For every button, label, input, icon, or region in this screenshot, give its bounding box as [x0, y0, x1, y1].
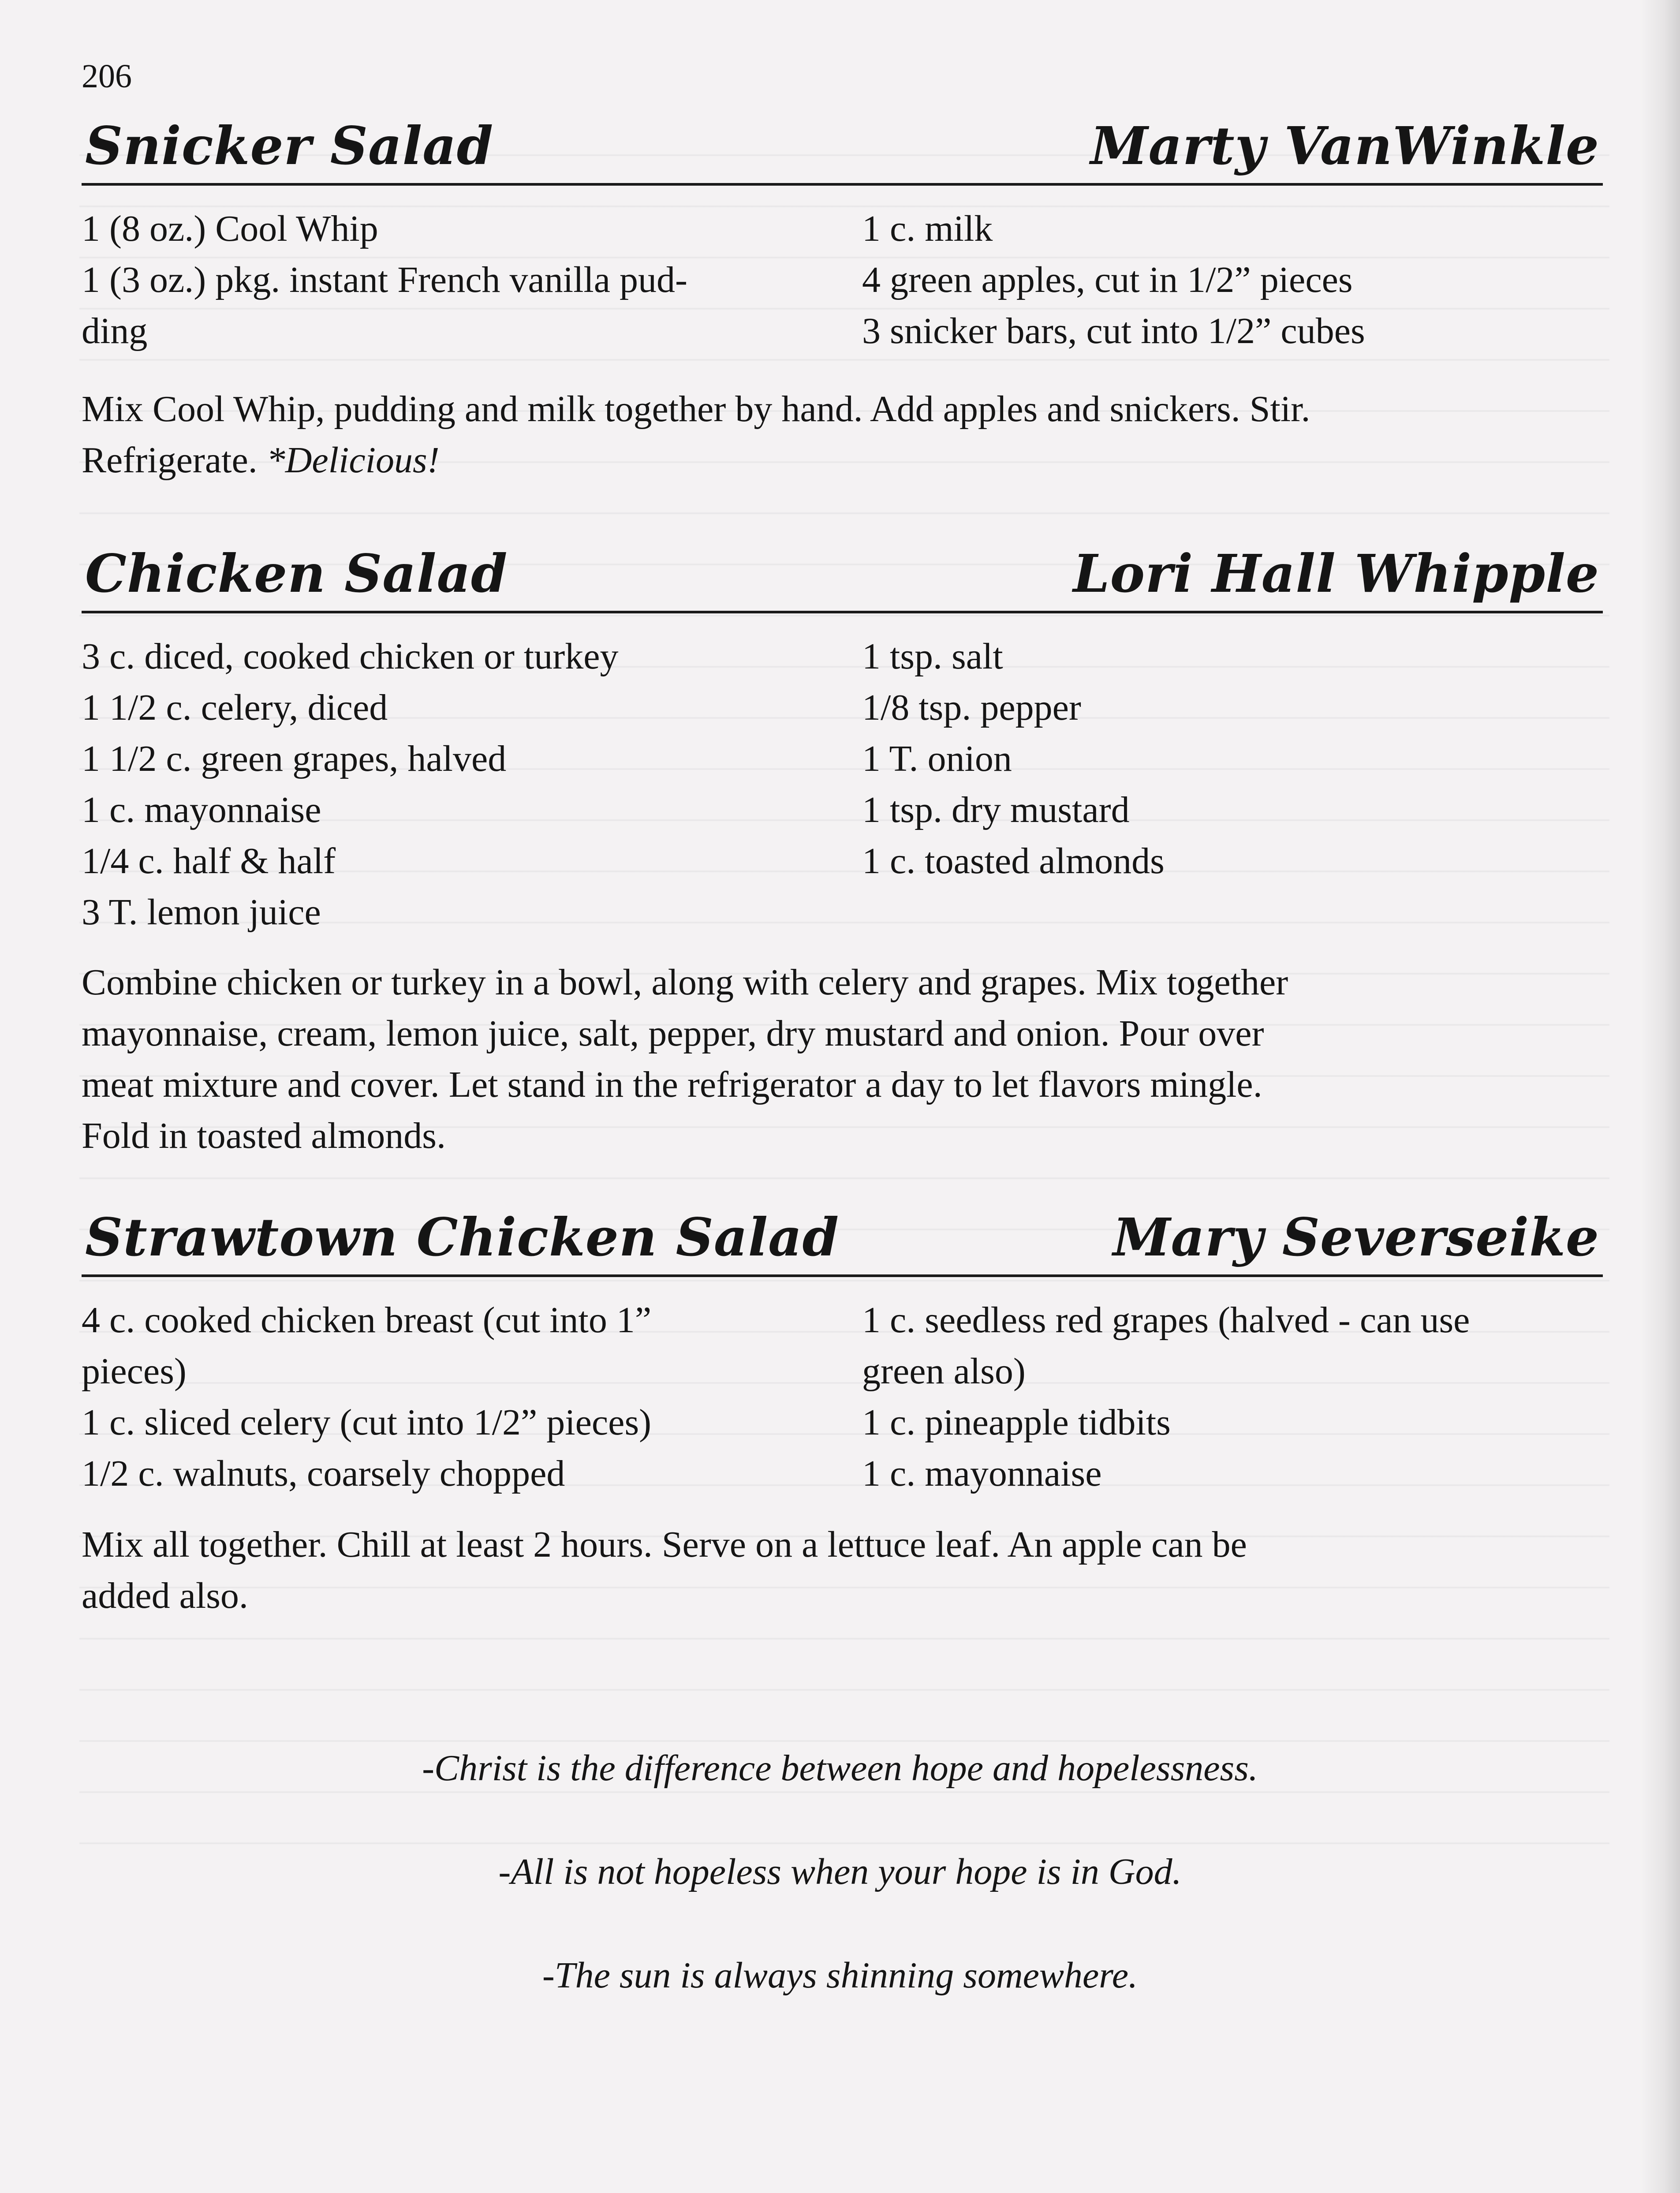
ingredient-line: 3 c. diced, cooked chicken or turkey — [82, 636, 619, 677]
ingredients-left-column — [82, 203, 840, 357]
ingredient-line: 1 c. toasted almonds — [862, 841, 1165, 882]
directions-line: Combine chicken or turkey in a bowl, along with celery and grapes. Mix together — [82, 962, 1288, 1003]
ingredient-line: 1 c. seedless red grapes (halved - can use — [862, 1300, 1470, 1341]
ingredient-line: 1 1/2 c. green grapes, halved — [82, 738, 507, 779]
quote-line: -The sun is always shinning somewhere. — [542, 1955, 1138, 1996]
ingredient-line: 1 c. mayonnaise — [82, 789, 321, 830]
recipe-author: Mary Severseike — [1113, 1207, 1599, 1268]
directions-line — [82, 435, 1603, 486]
ingredient-line: 1 c. sliced celery (cut into 1/2” pieces) — [82, 1402, 652, 1443]
directions-line: Mix Cool Whip, pudding and milk together by hand. Add apples and snickers. Stir. — [82, 389, 1310, 430]
recipe-header — [82, 534, 1603, 613]
recipe-author: Marty VanWinkle — [1090, 115, 1599, 176]
ingredients-right-column — [862, 203, 1603, 357]
directions-line: added also. — [82, 1575, 248, 1616]
ingredient-line: 1 T. onion — [862, 738, 1012, 779]
recipe-title: Strawtown Chicken Salad — [85, 1207, 840, 1268]
page-number: 206 — [82, 58, 132, 95]
ingredient-line: 1 (8 oz.) Cool Whip — [82, 208, 378, 249]
recipe-header — [82, 1197, 1603, 1277]
ingredient-line: 1/4 c. half & half — [82, 841, 336, 882]
ingredient-line: 1 c. milk — [862, 208, 993, 249]
ingredient-line: 1 1/2 c. celery, diced — [82, 687, 388, 728]
recipe-snicker-salad — [82, 106, 1603, 481]
directions-line: Mix all together. Chill at least 2 hours. Serve on a lettuce leaf. An apple can be — [82, 1524, 1247, 1565]
recipe-directions — [82, 384, 1603, 486]
ingredients-right-column — [862, 1295, 1603, 1499]
recipe-title: Chicken Salad — [85, 543, 508, 604]
ingredients-left-column — [82, 631, 840, 938]
ingredients-left-column — [82, 1295, 840, 1499]
quote-line: -All is not hopeless when your hope is in God. — [498, 1851, 1182, 1892]
ingredient-line: 3 snicker bars, cut into 1/2” cubes — [862, 310, 1365, 351]
ingredient-line: green also) — [862, 1351, 1026, 1392]
recipe-directions — [82, 1519, 1603, 1621]
directions-line: mayonnaise, cream, lemon juice, salt, pepper, dry mustard and onion. Pour over — [82, 1013, 1264, 1054]
directions-emphasis: *Delicious! — [266, 440, 440, 481]
ingredient-line: 1/8 tsp. pepper — [862, 687, 1081, 728]
ingredient-line: 4 c. cooked chicken breast (cut into 1” — [82, 1300, 652, 1341]
recipe-strawtown-chicken-salad — [82, 1197, 1603, 1616]
ingredient-line: ding — [82, 310, 148, 351]
directions-line: meat mixture and cover. Let stand in the refrigerator a day to let flavors mingle. — [82, 1064, 1262, 1105]
quote-line: -Christ is the difference between hope and hopelessness. — [422, 1748, 1258, 1789]
ingredient-line: 3 T. lemon juice — [82, 892, 321, 933]
ingredients-right-column — [862, 631, 1603, 887]
ingredient-line: 4 green apples, cut in 1/2” pieces — [862, 259, 1353, 300]
recipe-title: Snicker Salad — [85, 115, 494, 176]
recipe-header — [82, 106, 1603, 186]
ingredient-line: 1 c. pineapple tidbits — [862, 1402, 1171, 1443]
ingredient-line: pieces) — [82, 1351, 187, 1392]
ingredient-line: 1 c. mayonnaise — [862, 1453, 1102, 1494]
ingredient-line: 1/2 c. walnuts, coarsely chopped — [82, 1453, 565, 1494]
ingredient-line: 1 (3 oz.) pkg. instant French vanilla pud- — [82, 259, 688, 300]
ingredient-line: 1 tsp. salt — [862, 636, 1003, 677]
recipe-chicken-salad — [82, 534, 1603, 1156]
ingredient-line: 1 tsp. dry mustard — [862, 789, 1130, 830]
directions-line: Fold in toasted almonds. — [82, 1115, 446, 1156]
recipe-author: Lori Hall Whipple — [1073, 543, 1599, 604]
directions-text: Refrigerate. — [82, 440, 258, 481]
recipe-directions — [82, 957, 1603, 1162]
